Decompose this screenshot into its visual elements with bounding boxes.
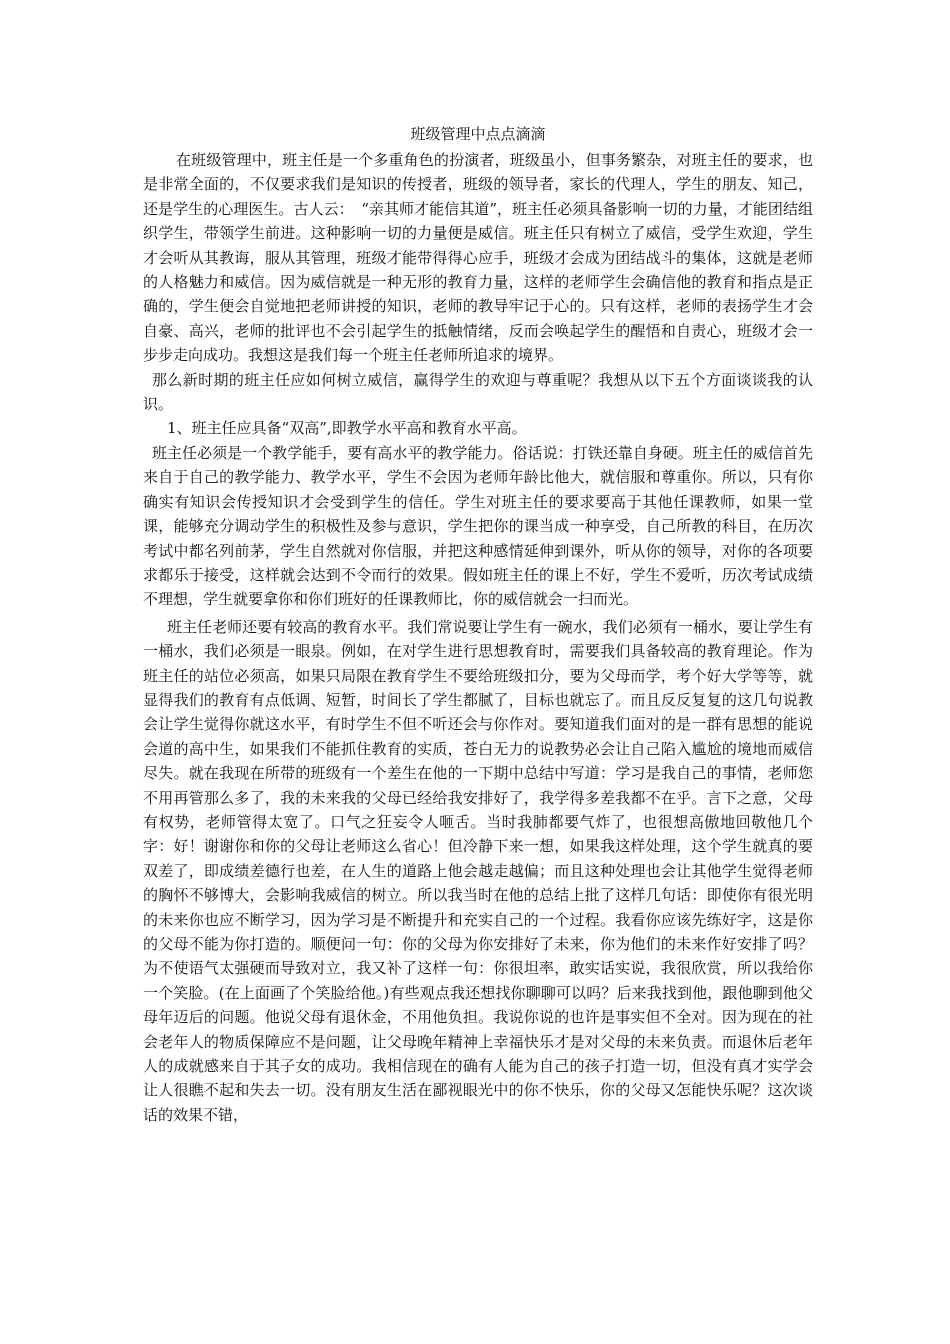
paragraph-intro: 在班级管理中，班主任是一个多重角色的扮演者，班级虽小，但事务繁杂，对班主任的要求，也是非常全面的，不仅要求我们是知识的传授者，班级的领导者，家长的代理人，学生的朋友、知己，还是学生的心理医生。古人云： “亲其师才能信其道”，班主任必须具备影响一切的力量，才能团结组织学生，带领学生前进。这种影响一切的力量便是威信。班主任只有树立了威信，受学生欢迎，学生才会听从其教诲，服从其管理，班级才能带得得心应手，班级才会成为团结战斗的集体，这就是老师的人格魅力和威信。因为威信就是一种无形的教育力量，这样的老师学生会确信他的教育和指点是正确的，学生便会自觉地把老师讲授的知识，老师的教导牢记于心的。只有这样，老师的表扬学生才会自豪、高兴，老师的批评也不会引起学生的抵触情绪，反而会唤起学生的醒悟和自责心，班级才会一步步走向成功。我想这是我们每一个班主任老师所追求的境界。 [143, 151, 813, 365]
paragraph-question: 那么新时期的班主任应如何树立威信，赢得学生的欢迎与尊重呢？我想从以下五个方面谈谈我的认识。 [143, 370, 813, 414]
paragraph-teaching-ability: 班主任必须是一个教学能手，要有高水平的教学能力。俗话说：打铁还靠自身硬。班主任的威信首先来自于自己的教学能力、教学水平，学生不会因为老师年龄比他大，就信服和尊重你。所以，只有你确实有知识会传授知识才会受到学生的信任。学生对班主任的要求要高于其他任课教师，如果一堂课，能够充分调动学生的积极性及参与意识，学生把你的课当成一种享受，自己所教的科目，在历次考试中都名列前茅，学生自然就对你信服，并把这种感情延伸到课外，听从你的领导，对你的各项要求都乐于接受，这样就会达到不令而行的效果。假如班主任的课上不好，学生不爱听，历次考试成绩不理想，学生就要拿你和你们班好的任课教师比，你的威信就会一扫而光。 [143, 443, 813, 609]
document-body [143, 124, 813, 1127]
paragraph-heading-1: 1、班主任应具备“双高”,即教学水平高和教育水平高。 [167, 419, 527, 438]
document-title: 班级管理中点点滴滴 [410, 125, 546, 143]
paragraph-education-level: 班主任老师还要有较高的教育水平。我们常说要让学生有一碗水，我们必须有一桶水，要让学生有一桶水，我们必须是一眼泉。例如，在对学生进行思想教育时，需要我们具备较高的教育理论。作为班主任的站位必须高，如果只局限在教育学生不要给班级扣分，要为父母而学，考个好大学等等，就显得我们的教育有点低调、短暂，时间长了学生都腻了，目标也就忘了。而且反反复复的这几句说教会让学生觉得你就这水平，有时学生不但不听还会与你作对。要知道我们面对的是一群有思想的能说会道的高中生，如果我们不能抓住教育的实质，苍白无力的说教势必会让自己陷入尴尬的境地而威信尽失。就在我现在所带的班级有一个差生在他的一下期中总结中写道：学习是我自己的事情，老师您不用再管那么多了，我的未来我的父母已经给我安排好了，我学得多差我都不在乎。言下之意，父母有权势，老师管得太宽了。口气之狂妄令人咂舌。当时我肺都要气炸了，也很想高傲地回敬他几个字：好！谢谢你和你的父母让老师这么省心！但冷静下来一想，如果我这样处理，这个学生就真的要双差了，即成绩差德行也差，在人生的道路上他会越走越偏；而且这种处理也会让其他学生觉得老师的胸怀不够博大，会影响我威信的树立。所以我当时在他的总结上批了这样几句话：即使你有很光明的未来你也应不断学习，因为学习是不断提升和充实自己的一个过程。我看你应该先练好字，这是你的父母不能为你打造的。顺便问一句：你的父母为你安排好了未来，你为他们的未来作好安排了吗？为不使语气太强硬而导致对立，我又补了这样一句：你很坦率，敢实话实说，我很欣赏，所以我给你一个笑脸。(在上面画了个笑脸给他。)有些观点我还想找你聊聊可以吗？后来我找到他，跟他聊到他父母年迈后的问题。他说父母有退休金，不用他负担。我说你说的也许是事实但不全对。因为现在的社会老年人的物质保障应不是问题，让父母晚年精神上幸福快乐才是对父母的未来负责。而退休后老年人的成就感来自于其子女的成功。我相信现在的确有人能为自己的孩子打造一切，但没有真才实学会让人很瞧不起和失去一切。没有朋友生活在鄙视眼光中的你不快乐，你的父母又怎能快乐呢？这次谈话的效果不错， [143, 617, 813, 1124]
